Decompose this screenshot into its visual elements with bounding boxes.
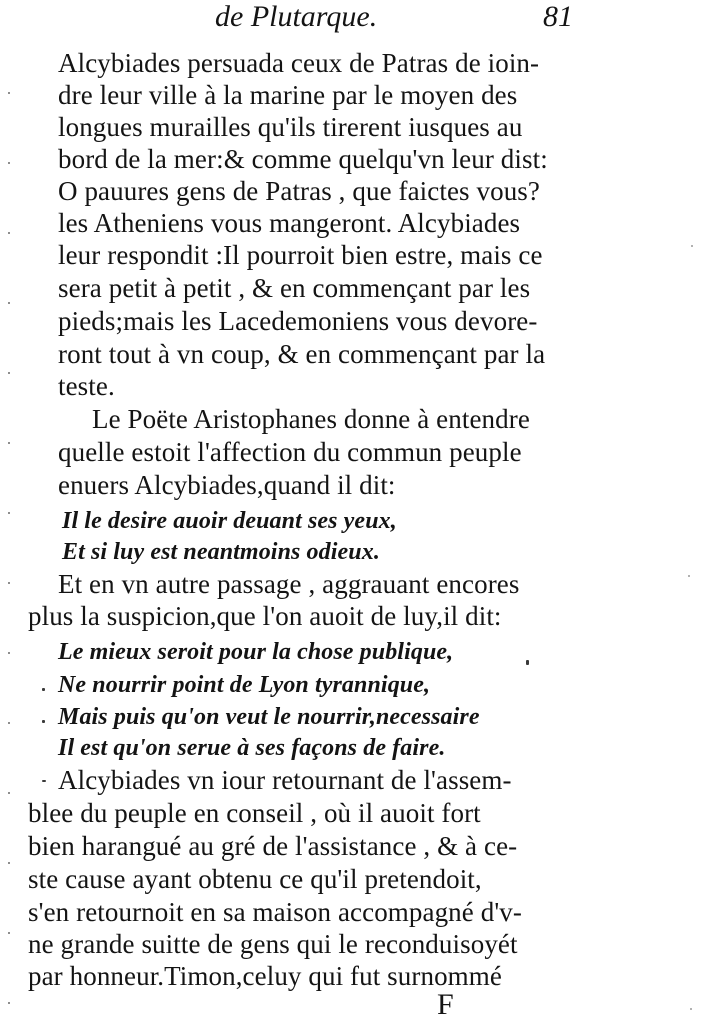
- verse-line: Le mieux seroit pour la chose publique,: [58, 639, 454, 665]
- verse-line: Ne nourrir point de Lyon tyrannique,: [58, 672, 431, 698]
- margin-dot: [8, 92, 10, 94]
- margin-dot: [8, 582, 10, 584]
- margin-dot: [8, 652, 10, 654]
- text-line: enuers Alcybiades,quand il dit:: [58, 470, 396, 500]
- text-line: O pauures gens de Patras , que faictes vous?: [58, 176, 541, 206]
- margin-dot: [691, 245, 693, 247]
- ink-spot: [42, 720, 45, 723]
- text-line: ne grande suitte de gens qui le reconduisoyét: [28, 929, 518, 959]
- text-line: sera petit à petit , & en commençant par les: [58, 273, 531, 303]
- page-header: [0, 0, 728, 44]
- text-line: les Atheniens vous mangeront. Alcybiades: [58, 208, 521, 238]
- text-line: ste cause ayant obtenu ce qu'il pretendoit,: [28, 864, 482, 894]
- ink-spot: [42, 780, 46, 782]
- margin-dot: [8, 862, 10, 864]
- text-line: ront tout à vn coup, & en commençant par la: [58, 339, 546, 369]
- text-line: quelle estoit l'affection du commun peuple: [58, 437, 522, 467]
- margin-dot: [8, 512, 10, 514]
- text-line: plus la suspicion,que l'on auoit de luy,il dit:: [28, 601, 502, 631]
- margin-dot: [688, 575, 690, 577]
- ink-spot: [526, 660, 529, 665]
- text-line: Le Poëte Aristophanes donne à entendre: [92, 404, 530, 434]
- verse-line: Il est qu'on serue à ses façons de faire.: [58, 735, 446, 761]
- text-line: leur respondit :Il pourroit bien estre, mais ce: [58, 240, 543, 270]
- text-line: teste.: [58, 371, 115, 401]
- text-line: longues murailles qu'ils tirerent iusques au: [58, 112, 523, 142]
- verse-line: Il le desire auoir deuant ses yeux,: [62, 508, 397, 534]
- text-line: bien harangué au gré de l'assistance , & à ce-: [28, 831, 518, 861]
- margin-dot: [8, 162, 10, 164]
- signature-mark: F: [437, 988, 454, 1021]
- margin-dot: [8, 442, 10, 444]
- verse-line: Et si luy est neantmoins odieux.: [62, 539, 380, 565]
- text-line: bord de la mer:& comme quelqu'vn leur dist:: [58, 144, 548, 174]
- margin-dot: [8, 302, 10, 304]
- margin-dot: [8, 232, 10, 234]
- text-line: s'en retournoit en sa maison accompagné d'v-: [28, 897, 522, 927]
- text-line: dre leur ville à la marine par le moyen des: [58, 80, 518, 110]
- verse-line: Mais puis qu'on veut le nourrir,necessaire: [58, 704, 480, 730]
- text-line: Alcybiades persuada ceux de Patras de ioin-: [58, 48, 540, 78]
- margin-dot: [8, 1002, 10, 1004]
- ink-spot: [42, 688, 45, 691]
- running-head: de Plutarque.: [215, 0, 378, 33]
- margin-dot: [8, 792, 10, 794]
- text-line: par honneur.Timon,celuy qui fut surnommé: [28, 961, 502, 991]
- margin-dot: [690, 1008, 692, 1010]
- text-line: Et en vn autre passage , aggrauant encores: [58, 569, 520, 599]
- text-line: blee du peuple en conseil , où il auoit fort: [28, 798, 481, 828]
- margin-dot: [8, 932, 10, 934]
- text-line: pieds;mais les Lacedemoniens vous devore-: [58, 306, 538, 336]
- margin-dot: [8, 722, 10, 724]
- page-number: 81: [543, 0, 573, 33]
- text-line: Alcybiades vn iour retournant de l'assem-: [58, 765, 512, 795]
- margin-dot: [8, 372, 10, 374]
